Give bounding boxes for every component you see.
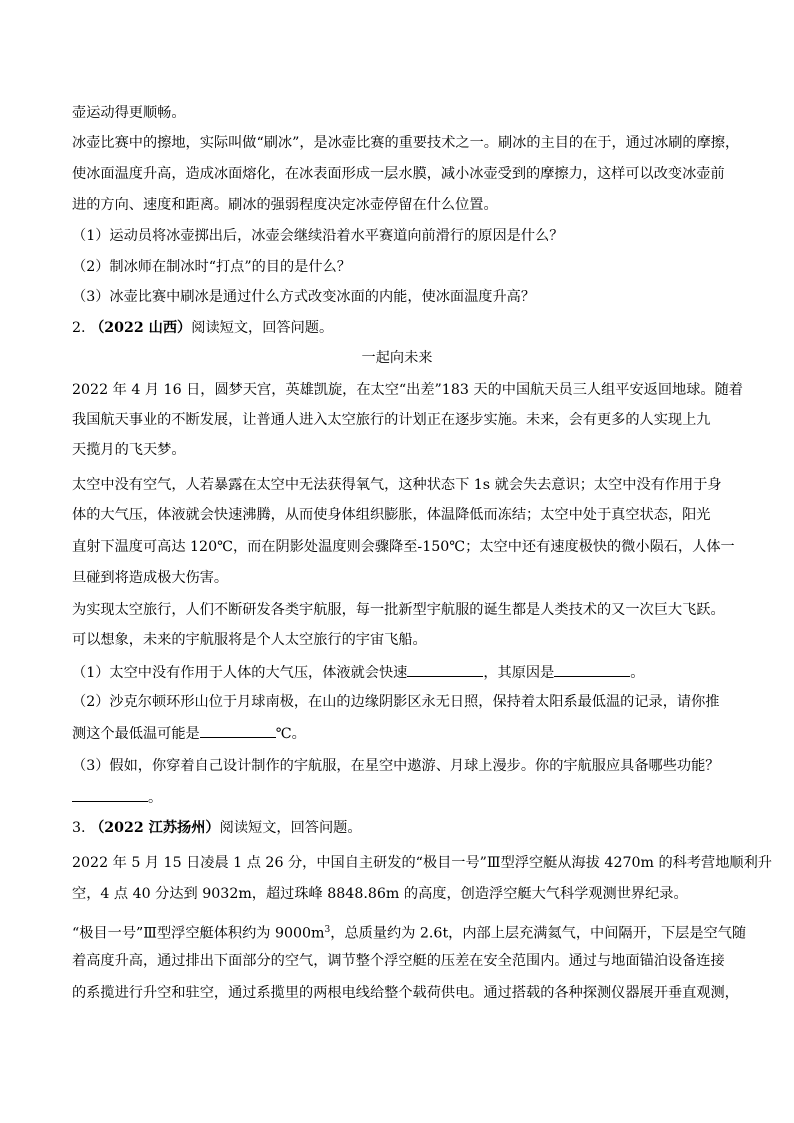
question-1-sub-2: （2）制冰师在制冰时“打点”的目的是什么？ <box>72 259 351 275</box>
question-3-header <box>72 818 362 838</box>
text-line: 着高度升高，通过排出下面部分的空气，调节整个浮空艇的压差在安全范围内。通过与地面锚泊设备连接 <box>72 953 725 969</box>
superscript: 3 <box>324 925 331 935</box>
question-text: 。 <box>630 665 645 681</box>
text-line: 进的方向、速度和距离。刷冰的强弱程度决定冰壶停留在什么位置。 <box>72 197 498 213</box>
text-line: 2022 年 5 月 15 日凌晨 1 点 26 分，中国自主研发的“极目一号”Ⅲ型浮空艇从海拔 4270m 的科考营地顺利升 <box>72 855 772 871</box>
text-line: 可以想象，未来的宇航服将是个人太空旅行的宇宙飞船。 <box>72 632 427 648</box>
article-title: 一起向未来 <box>361 350 433 366</box>
answer-blank[interactable] <box>407 662 483 677</box>
answer-blank[interactable] <box>200 723 276 738</box>
question-text: 。 <box>148 790 163 806</box>
answer-blank[interactable] <box>72 787 148 802</box>
text-line: 空，4 点 40 分达到 9032m，超过珠峰 8848.86m 的高度，创造浮空艇大气科学观测世界纪录。 <box>72 886 688 902</box>
question-1-sub-1: （1）运动员将冰壶掷出后，冰壶会继续沿着水平赛道向前滑行的原因是什么？ <box>72 228 564 244</box>
question-prompt: 阅读短文，回答问题。 <box>191 320 334 336</box>
question-text: ℃。 <box>275 726 306 742</box>
question-number: 3. <box>72 820 86 836</box>
text-line: 为实现太空旅行，人们不断研发各类宇航服，每一批新型宇航服的诞生都是人类技术的又一次巨大飞跃。 <box>72 602 725 618</box>
text-line: 直射下温度可高达 120℃，而在阴影处温度则会骤降至-150℃；太空中还有速度极快的微小陨石，人体一 <box>72 539 735 555</box>
text-line: 壶运动得更顺畅。 <box>72 105 186 121</box>
text-line: 冰壶比赛中的擦地，实际叫做“刷冰”，是冰壶比赛的重要技术之一。刷冰的主目的在于，通过冰刷的摩擦， <box>72 135 740 151</box>
text-line: 体的大气压，体液就会快速沸腾，从而使身体组织膨胀，体温降低而冻结；太空中处于真空状态，阳光 <box>72 507 711 523</box>
question-2-sub-2: （2）沙克尔顿环形山位于月球南极，在山的边缘阴影区永无日照，保持着太阳系最低温的记录，请你推 <box>72 694 720 710</box>
text-line: 我国航天事业的不断发展，让普通人进入太空旅行的计划正在逐步实施。未来，会有更多的人实现上九 <box>72 412 711 428</box>
question-text: 测这个最低温可能是 <box>72 726 200 742</box>
question-2-sub-2-cont <box>72 723 306 744</box>
question-source: （2022 江苏扬州） <box>90 820 220 836</box>
question-2-sub-3: （3）假如，你穿着自己设计制作的宇航服，在星空中遨游、月球上漫步。你的宇航服应具备哪些功能？ <box>72 758 720 774</box>
text-line: 天揽月的飞天梦。 <box>72 442 186 458</box>
question-prompt: 阅读短文，回答问题。 <box>219 820 362 836</box>
question-number: 2. <box>72 320 86 336</box>
text-line: 2022 年 4 月 16 日，圆梦天宫，英雄凯旋，在太空“出差”183 天的中国航天员三人组平安返回地球。随着 <box>72 382 743 398</box>
text-line <box>72 920 746 944</box>
answer-blank[interactable] <box>554 662 630 677</box>
question-1-sub-3: （3）冰壶比赛中刷冰是通过什么方式改变冰面的内能，使冰面温度升高？ <box>72 289 536 305</box>
text-line: 太空中没有空气，人若暴露在太空中无法获得氧气，这种状态下 1s 就会失去意识；太空中没有作用于身 <box>72 477 722 493</box>
question-text: （1）太空中没有作用于人体的大气压，体液就会快速 <box>72 665 408 681</box>
text-line: 的系揽进行升空和驻空，通过系揽里的两根电线给整个载荷供电。通过搭载的各种探测仪器展开垂直观测， <box>72 985 739 1001</box>
question-2-sub-3-answer <box>72 787 162 808</box>
question-source: （2022 山西） <box>90 320 192 336</box>
text-run: ，总质量约为 2.6t，内部上层充满氦气，中间隔开，下层是空气随 <box>330 925 747 942</box>
question-2-sub-1 <box>72 662 645 683</box>
question-text: ，其原因是 <box>483 665 555 681</box>
question-2-header <box>72 318 333 338</box>
text-line: 使冰面温度升高，造成冰面熔化，在冰表面形成一层水膜，减小冰壶受到的摩擦力，这样可以改变冰壶前 <box>72 166 725 182</box>
text-run: “极目一号”Ⅲ型浮空艇体积约为 9000m <box>72 925 325 942</box>
text-line: 旦碰到将造成极大伤害。 <box>72 570 229 586</box>
